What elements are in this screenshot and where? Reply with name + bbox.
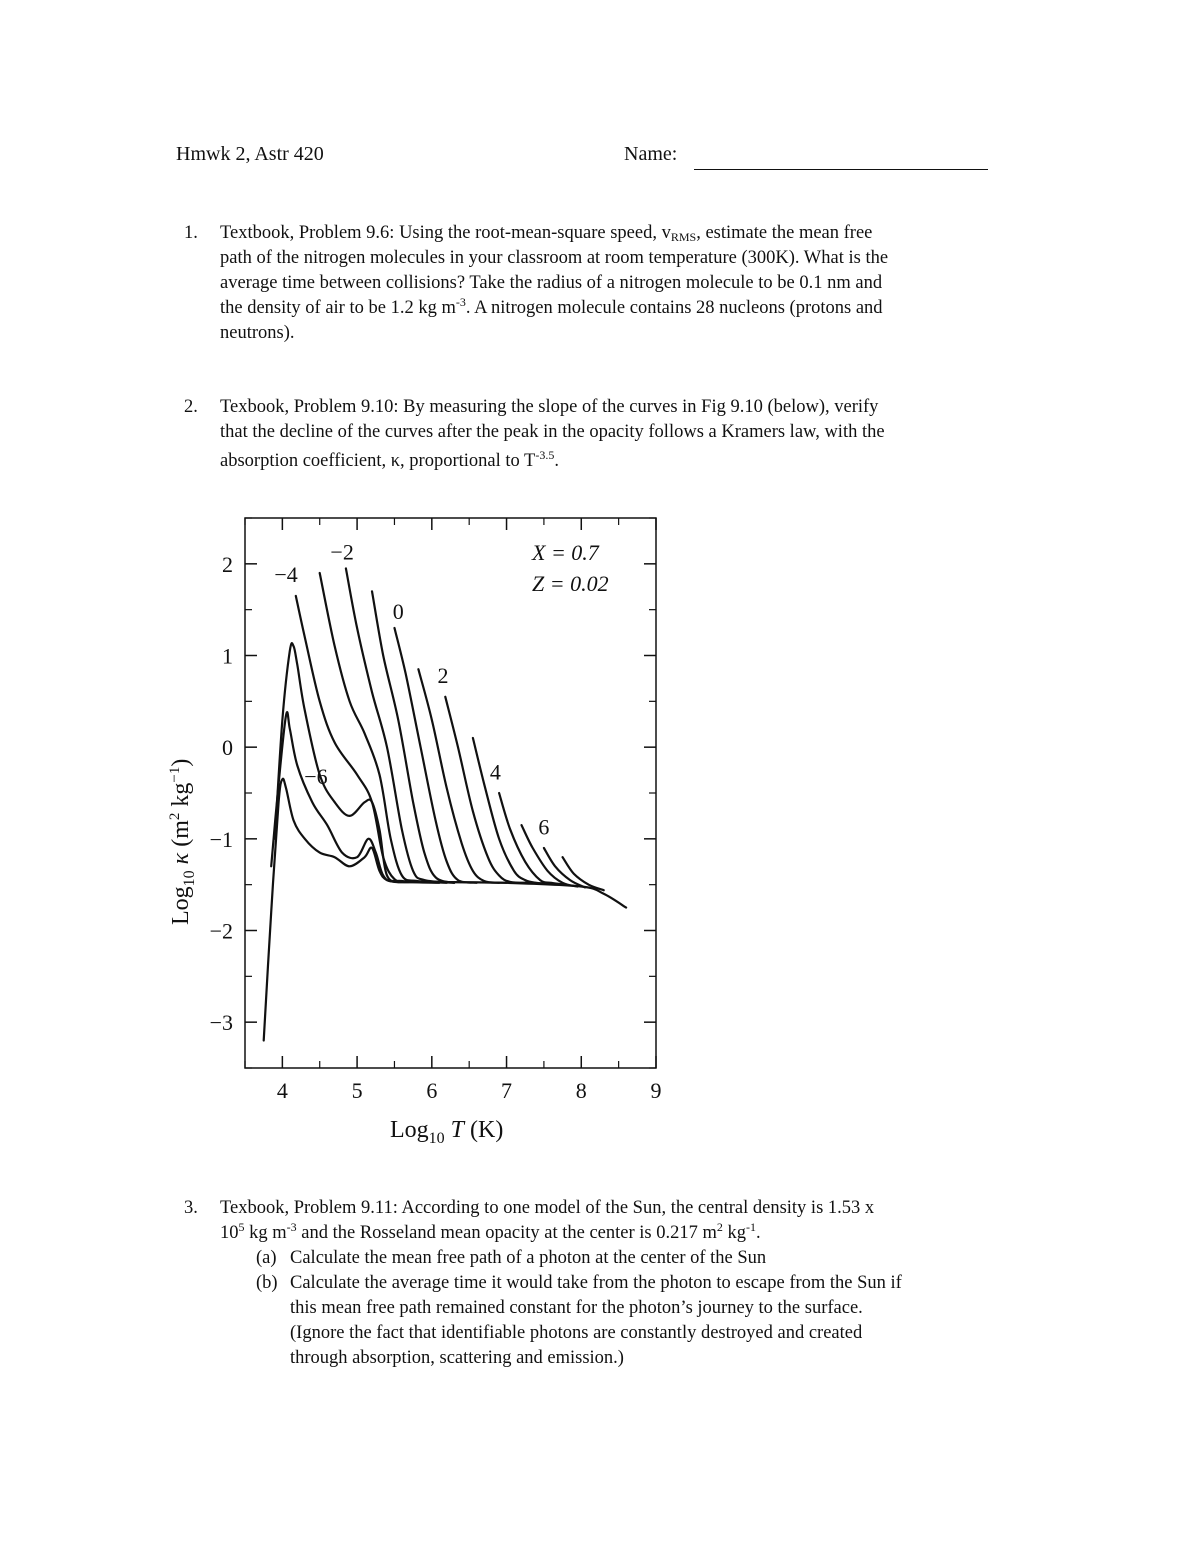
y-tick-label: 2 <box>222 551 233 577</box>
text-line: Calculate the mean free path of a photon at the center of the Sun <box>290 1248 767 1268</box>
problem-number: 3. <box>184 1198 198 1218</box>
name-blank-line <box>694 169 988 170</box>
curve-label: 4 <box>489 759 501 785</box>
text-line: through absorption, scattering and emission.) <box>290 1348 624 1368</box>
opacity-curve-−1 <box>395 628 477 883</box>
x-tick-label: 9 <box>650 1078 662 1103</box>
text-line: that the decline of the curves after the peak in the opacity follows a Kramers law, with the <box>220 422 885 442</box>
sub-item-label: (b) <box>256 1273 278 1293</box>
sub-item-b <box>220 1271 1010 1371</box>
text-line: Texbook, Problem 9.10: By measuring the slope of the curves in Fig 9.10 (below), verify <box>220 397 879 417</box>
x-tick-label: 5 <box>351 1078 363 1103</box>
text-line: path of the nitrogen molecules in your classroom at room temperature (300K). What is the <box>220 248 889 268</box>
y-axis-label: Log$_{10}$ κ ($m^2$ $kg^{-1}$) <box>167 758 198 925</box>
sub-item-list <box>220 1246 1010 1371</box>
text-line: absorption coefficient, κ, proportional to $T^{-3.5}$. <box>220 448 559 471</box>
y-tick-label: 1 <box>222 643 233 669</box>
curve-label: 6 <box>538 814 550 840</box>
text-line: (Ignore the fact that identifiable photons are constantly destroyed and created <box>290 1323 863 1343</box>
opacity-curve-5 <box>544 848 585 887</box>
text-line: $10^5$ kg $m^{-3}$ and the Rosseland mean opacity at the center is 0.217 $m^2$ $kg^{-1}$. <box>220 1220 761 1243</box>
text-line: average time between collisions? Take the radius of a nitrogen molecule to be 0.1 nm and <box>220 273 883 293</box>
curve-label: −2 <box>330 539 354 565</box>
text-line: this mean free path remained constant for the photon’s journey to the surface. <box>290 1298 863 1318</box>
problem-text <box>220 395 1010 474</box>
text-line: Textbook, Problem 9.6: Using the root-mean-square speed, $v_{RMS}$, estimate the mean free <box>220 223 873 244</box>
problem-text <box>220 1196 1010 1371</box>
y-tick-label: −2 <box>209 918 233 944</box>
problem-number: 2. <box>184 397 198 417</box>
problem-number: 1. <box>184 223 198 243</box>
opacity-chart <box>150 505 680 1155</box>
opacity-curve-3 <box>499 793 566 885</box>
x-tick-label: 4 <box>276 1078 288 1103</box>
opacity-figure <box>150 505 680 1155</box>
x-axis-label: Log$_{10}$ T (K) <box>390 1117 504 1147</box>
param-z: Z = 0.02 <box>532 571 609 596</box>
opacity-curve-−8 <box>264 779 626 1041</box>
x-tick-label: 7 <box>501 1078 513 1103</box>
problem-text <box>220 221 1010 346</box>
y-tick-label: 0 <box>222 735 233 761</box>
plot-frame <box>245 518 656 1068</box>
opacity-curve-2 <box>473 738 552 884</box>
text-line: Calculate the average time it would take from the photon to escape from the Sun if <box>290 1273 902 1293</box>
opacity-curve-−6 <box>275 643 432 882</box>
x-tick-label: 6 <box>426 1078 438 1103</box>
param-x: X = 0.7 <box>532 540 599 565</box>
opacity-curve-0 <box>418 669 499 883</box>
text-line: neutrons). <box>220 323 295 343</box>
curve-label: 2 <box>437 663 449 688</box>
y-tick-label: −3 <box>209 1010 233 1036</box>
name-label: Name: <box>624 143 678 165</box>
sub-item-a <box>220 1246 1010 1271</box>
curve-label: 0 <box>392 598 404 624</box>
curve-label: −4 <box>274 562 298 588</box>
opacity-curve-−7 <box>271 712 506 883</box>
course-title: Hmwk 2, Astr 420 <box>176 143 324 165</box>
y-tick-label: −1 <box>209 826 233 852</box>
opacity-curve-1 <box>445 697 529 883</box>
sub-item-label: (a) <box>256 1248 277 1268</box>
curve-label: −6 <box>304 763 328 789</box>
text-line: the density of air to be 1.2 kg $m^{-3}$. A nitrogen molecule contains 28 nucleons (protons and <box>220 295 883 318</box>
text-line: Texbook, Problem 9.11: According to one model of the Sun, the central density is 1.53 x <box>220 1198 875 1218</box>
x-tick-label: 8 <box>575 1078 587 1103</box>
header <box>176 143 996 173</box>
